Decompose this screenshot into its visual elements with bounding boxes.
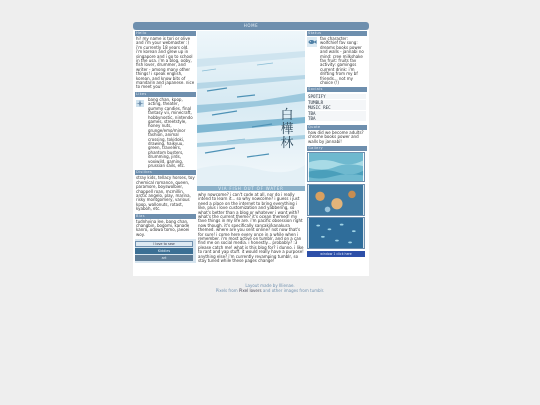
nav-home-link[interactable]: HOME [243, 23, 259, 28]
section-header-socials: Socials [307, 87, 367, 92]
status-block [307, 37, 367, 85]
likes-block [135, 98, 196, 169]
artwork-glyph: 樺 [280, 122, 294, 137]
footer [0, 283, 540, 293]
page-frame [133, 30, 369, 276]
likes-text: bang chan, kpop, acting, theater, gummy candies, final fantasy vii, minecraft, hobbynostic, nintendo games, streetstyle, honey nuts, grunge/emo/minor fashion, animal crossing, tokidoki, drawing, haikyuu, green, travelers, phantom busters, drumming, jirds, voxiwild, gaming, prussian sails, etc. [148, 96, 193, 168]
badge-button[interactable] [135, 241, 193, 247]
footer-credit-line: Layout made by Illienae. [245, 283, 295, 288]
left-column [135, 31, 196, 263]
footer-suffix: and other images from tumblr. [262, 288, 325, 294]
artwork-caption: VIA FISH OUT OF WATER [197, 186, 305, 191]
window-button-label: window 1 click here [320, 251, 352, 256]
gallery-image-school[interactable] [307, 217, 365, 249]
badge-label: art [161, 256, 167, 261]
badge-label: I love to sew [153, 242, 175, 247]
gallery-image-water[interactable] [307, 152, 365, 182]
social-links-list [307, 93, 367, 123]
center-column [197, 31, 305, 264]
status-text: fav character: wolfchief fav song: dreams books power and walls - jannabi no mind: cree milkshake fav fruit: fruits fav activity: gamingss current drink: i'm drifting from my bf friends... not my choice (!) [320, 36, 364, 86]
fish-icon [307, 37, 317, 47]
social-link-tba[interactable]: TBA [308, 116, 366, 121]
footer-pixels-line [0, 288, 540, 293]
section-header-dislikes: Dislikes [135, 170, 196, 175]
badge-button[interactable] [135, 248, 193, 254]
social-link-music-rec[interactable]: MUSIC REC [308, 105, 366, 110]
badge-button[interactable] [135, 255, 193, 261]
artwork-glyphs [275, 109, 299, 151]
section-header-bias: Bias [135, 214, 196, 219]
button-wall [135, 239, 196, 263]
footer-source-link[interactable]: Pixel lovers [238, 288, 262, 294]
section-header-status: Status [307, 31, 367, 36]
about-body-text: why nowcome? i can't code at all, nor do i really intend to learn it... so why nowcome? i guess i just need a place on the internet to bring everything i like, plus i love customization and yabbering, so what's better than a blog or whatever i want with? what's the current theme? it's ocean themed! my fave things in my life are. i'm pacific obsession right now though. it's specifically sancaki/kanakura themed. where are you sent online? not now that's for sure! i come here every once in a while when i remember. i'm most active on tumblr, and on a can find me on social media. i honestly... probably? :3 please catch me! what is this blog for? i dunno. i like to rant and yap stuff. it would really have a purpose! anything else? i'm currently revamping tumblr, so stay tuned while these pages change! [198, 192, 304, 264]
artwork-glyph: 林 [280, 136, 294, 151]
social-link-tumblr[interactable]: TUMBLR [308, 100, 366, 105]
sparkle-icon [135, 98, 145, 108]
dislikes-text: stray kids, tellacy horses, toy chemical romance, queen, paramore, boyswolbier, chappell roan, mcmillin, arctic angelo, play, marina, risky montgomery, various kpop, wallonuts, rotast, kyaboh, etc. [136, 175, 195, 212]
header-artwork [197, 31, 305, 186]
hello-text: hi! my name is tori or olive and i'm your webmaster :) i'm currently 18 years old. i'm korean and grew up in singapore and i go to school in the usa. i'm a blog, ooby, fish lover, drummer, and writer - among many other things! i speak english, korean, and know bits of mandarin and japanese. nice to meet you! [136, 36, 195, 90]
bias-text: tudnhvina lee, bang chan, changbin, bogomi, kanade kanro, udowa tomo, jaeoei woy. [136, 218, 190, 237]
top-nav[interactable] [133, 22, 369, 30]
right-column [307, 31, 367, 257]
footer-prefix: Pixels from [215, 288, 238, 294]
gallery-image-coral[interactable] [307, 184, 365, 216]
section-header-quote: Quote [307, 125, 367, 130]
badge-label: Kiddies [157, 249, 171, 254]
window-button[interactable] [307, 251, 365, 257]
section-header-gallery: Gallery [307, 146, 367, 151]
social-link-tba[interactable]: TBA [308, 111, 366, 116]
social-link-spotify[interactable]: SPOTIFY [308, 94, 366, 99]
artwork-glyph: 白 [280, 108, 294, 123]
section-header-likes: Likes [135, 92, 196, 97]
section-header-hello: Hello [135, 31, 196, 36]
quote-text: how did we become adults? chrome books power and walls by jannabi! [308, 129, 364, 144]
